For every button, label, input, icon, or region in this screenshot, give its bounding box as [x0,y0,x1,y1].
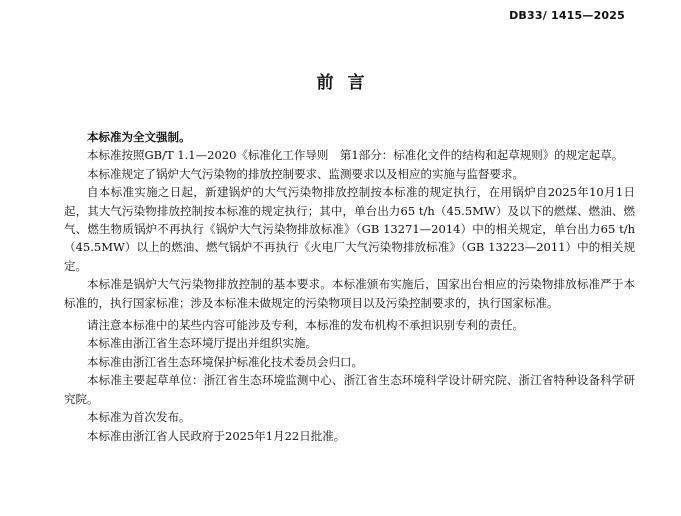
scope-paragraph: 本标准规定了锅炉大气污染物的排放控制要求、监测要求以及相应的实施与监督要求。 [87,166,524,181]
patent-notice-paragraph: 请注意本标准中的某些内容可能涉及专利，本标准的发布机构不承担识别专利的责任。 [87,318,524,333]
standard-code: DB33/ 1415—2025 [509,9,625,22]
drafting-units-paragraph: 本标准主要起草单位：浙江省生态环境监测中心、浙江省生态环境科学设计研究院、浙江省特种设备科学研究院。 [64,373,635,406]
first-release-paragraph: 本标准为首次发布。 [87,410,191,425]
foreword-body [64,128,635,445]
implementation-paragraph: 自本标准实施之日起，新建锅炉的大气污染物排放控制按本标准的规定执行，在用锅炉自2025年10月1日起，其大气污染物排放控制按本标准的规定执行；其中，单台出力65 t/h（45.5MW）及以下的燃煤、燃油、燃气、燃生物质锅炉不再执行《锅炉大气污染物排放标准》（GB 13271—2014）中的相关规定，单台出力65 t/h（45.5MW）以上的燃油、燃气锅炉不再执行《火电厂大气污染物排放标准》（GB 13223—2011）中的相关规定。 [64,185,635,273]
committee-paragraph: 本标准由浙江省生态环境保护标准化技术委员会归口。 [87,354,363,369]
national-standard-paragraph: 本标准是锅炉大气污染物排放控制的基本要求。本标准颁布实施后，国家出台相应的污染物排放标准严于本标准的，执行国家标准；涉及本标准未做规定的污染物项目以及污染控制要求的，执行国家标准。 [64,277,635,310]
page-title: 前言 [316,73,379,93]
approval-paragraph: 本标准由浙江省人民政府于2025年1月22日批准。 [87,428,346,443]
drafting-rules-paragraph: 本标准按照GB/T 1.1—2020《标准化工作导则 第1部分：标准化文件的结构和起草规则》的规定起草。 [87,148,624,163]
mandatory-statement: 本标准为全文强制。 [87,130,191,144]
proposer-paragraph: 本标准由浙江省生态环境厅提出并组织实施。 [87,336,317,351]
